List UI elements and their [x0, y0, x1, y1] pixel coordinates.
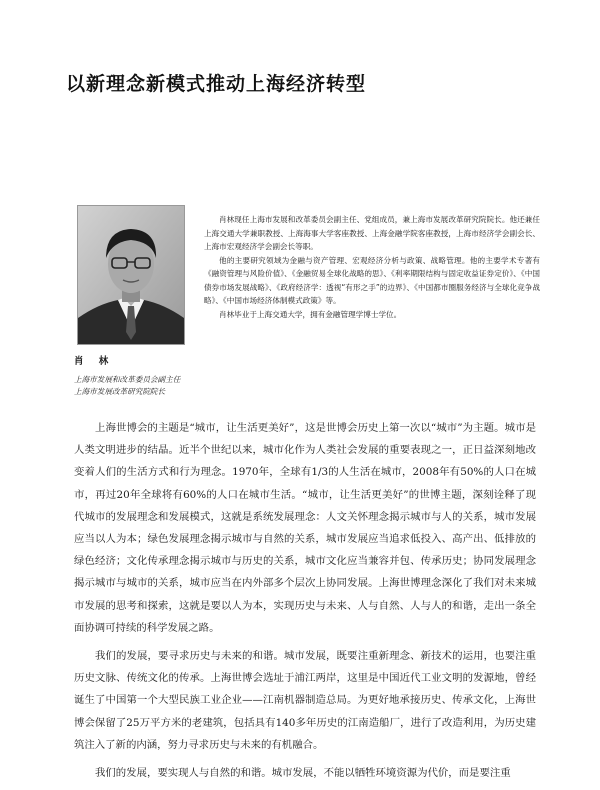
author-title-line: 上海市发展改革研究院院长 [74, 387, 166, 396]
author-portrait-image [78, 206, 184, 344]
body-paragraph: 我们的发展，要寻求历史与未来的和谐。城市发展，既要注重新理念、新技术的运用，也要注重历史文脉、传统文化的传承。上海世博会选址于浦江两岸，这里是中国近代工业文明的发源地，曾经诞生了中国第一个大型民族工业企业——江南机器制造总局。为更好地承接历史、传承文化，上海世博会保留了25万平方米的老建筑，包括具有140多年历史的江南造船厂，进行了改造利用，为历史建筑注入了新的内涵，努力寻求历史与未来的有机融合。 [74, 650, 536, 751]
body-paragraph: 我们的发展，要实现人与自然的和谐。城市发展，不能以牺牲环境资源为代价，而是要注重 [95, 767, 511, 780]
author-name: 肖 林 [74, 356, 115, 367]
author-photo [77, 205, 185, 345]
bio-paragraph: 他的主要研究领域为金融与资产管理、宏观经济分析与政策、战略管理。他的主要学术专著有《融资管理与风险价值》、《金融贸易全球化战略的思》、《利率期限结构与固定收益证券定价》、《中国债券市场发展战略》、《政府经济学：透视“有形之手”的边界》、《中国都市圈服务经济与全球化竞争战略》、《中国市场经济体制模式政策》等。 [204, 255, 540, 305]
article-title: 以新理念新模式推动上海经济转型 [66, 73, 367, 95]
body-paragraph: 上海世博会的主题是“城市，让生活更美好”，这是世博会历史上第一次以“城市”为主题。城市是人类文明进步的结晶。近半个世纪以来，城市化作为人类社会发展的重要表现之一，正日益深刻地改变着人们的生活方式和行为理念。1970年，全球有1/3的人生活在城市，2008年有50%的人口在城市，再过20年全球将有60%的人口在城市生活。“城市，让生活更美好”的世博主题，深刻诠释了现代城市的发展理念和发展模式，这就是系统发展理念：人文关怀理念揭示城市与人的关系，城市发展应当以人为本；绿色发展理念揭示城市与自然的关系，城市发展应当追求低投入、高产出、低排放的绿色经济；文化传承理念揭示城市与历史的关系，城市文化应当兼容并包、传承历史；协同发展理念揭示城市与城市的关系，城市应当在内外部多个层次上协同发展。上海世博理念深化了我们对未来城市发展的思考和探索，这就是要以人为本，实现历史与未来、人与自然、人与人的和谐，走出一条全面协调可持续的科学发展之路。 [74, 422, 536, 634]
article-body [74, 417, 536, 790]
bio-paragraph: 肖林现任上海市发展和改革委员会副主任、党组成员，兼上海市发展改革研究院院长。他还兼任上海交通大学兼职教授、上海海事大学客座教授、上海金融学院客座教授，上海市经济学会副会长、上海市宏观经济学会副会长等职。 [204, 215, 540, 251]
author-bio [204, 213, 540, 321]
author-title-line: 上海市发展和改革委员会副主任 [74, 375, 181, 384]
bio-paragraph: 肖林毕业于上海交通大学，拥有金融管理学博士学位。 [219, 309, 402, 319]
